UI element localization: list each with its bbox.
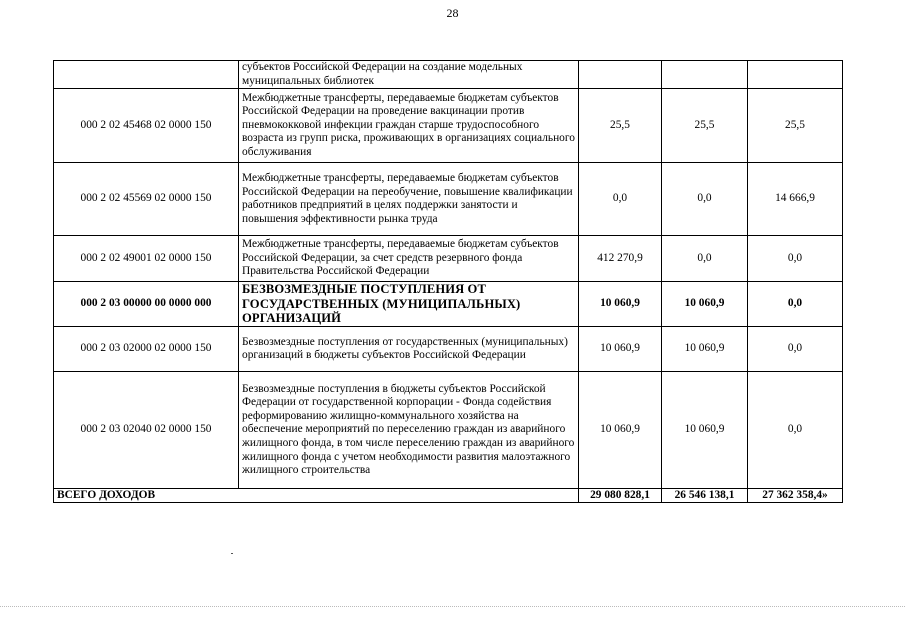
row-value-2 — [662, 61, 748, 89]
row-code: 000 2 02 45569 02 0000 150 — [54, 163, 239, 236]
table-row — [54, 236, 843, 282]
row-value-3: 14 666,9 — [748, 163, 843, 236]
row-description: Безвозмездные поступления от государственных (муниципальных) организаций в бюджеты субъектов Российской Федерации — [239, 327, 579, 372]
row-value-2: 25,5 — [662, 89, 748, 163]
row-value-2: 0,0 — [662, 163, 748, 236]
total-row — [54, 489, 843, 503]
row-description: Межбюджетные трансферты, передаваемые бюджетам субъектов Российской Федерации на проведение вакцинации против пневмококковой инфекции граждан старше трудоспособного возраста из групп риска, проживающих в организациях социального обслуживания — [239, 89, 579, 163]
total-label: ВСЕГО ДОХОДОВ — [54, 489, 579, 503]
row-description: Межбюджетные трансферты, передаваемые бюджетам субъектов Российской Федерации на переобучение, повышение квалификации работников предприятий в целях поддержки занятости и повышения эффективности рынка труда — [239, 163, 579, 236]
row-value-1: 412 270,9 — [579, 236, 662, 282]
row-value-3: 0,0 — [748, 236, 843, 282]
total-value-3: 27 362 358,4» — [748, 489, 843, 503]
revenue-table — [53, 60, 843, 503]
row-code: 000 2 03 00000 00 0000 000 — [54, 282, 239, 327]
table-row — [54, 61, 843, 89]
table-row — [54, 282, 843, 327]
table-row — [54, 163, 843, 236]
row-value-3: 0,0 — [748, 282, 843, 327]
row-value-2: 10 060,9 — [662, 327, 748, 372]
row-value-1: 10 060,9 — [579, 372, 662, 489]
row-value-1: 10 060,9 — [579, 327, 662, 372]
total-value-2: 26 546 138,1 — [662, 489, 748, 503]
row-value-1: 25,5 — [579, 89, 662, 163]
scan-speck — [231, 553, 233, 554]
row-value-3: 0,0 — [748, 327, 843, 372]
row-description: БЕЗВОЗМЕЗДНЫЕ ПОСТУПЛЕНИЯ ОТ ГОСУДАРСТВЕННЫХ (МУНИЦИПАЛЬНЫХ) ОРГАНИЗАЦИЙ — [239, 282, 579, 327]
row-value-3: 0,0 — [748, 372, 843, 489]
table-row — [54, 327, 843, 372]
row-code: 000 2 03 02000 02 0000 150 — [54, 327, 239, 372]
row-description: Межбюджетные трансферты, передаваемые бюджетам субъектов Российской Федерации, за счет средств резервного фонда Правительства Российской Федерации — [239, 236, 579, 282]
row-code: 000 2 02 49001 02 0000 150 — [54, 236, 239, 282]
row-description: Безвозмездные поступления в бюджеты субъектов Российской Федерации от государственной корпорации - Фонда содействия реформированию жилищно-коммунального хозяйства на обеспечение мероприятий по переселению граждан из аварийного жилищного фонда, в том числе переселению граждан из аварийного жилищного фонда с учетом необходимости развития малоэтажного жилищного строительства — [239, 372, 579, 489]
row-value-1: 0,0 — [579, 163, 662, 236]
row-code — [54, 61, 239, 89]
row-value-2: 0,0 — [662, 236, 748, 282]
row-value-3: 25,5 — [748, 89, 843, 163]
table-row — [54, 89, 843, 163]
page-number: 28 — [446, 6, 459, 20]
row-value-2: 10 060,9 — [662, 282, 748, 327]
row-value-1: 10 060,9 — [579, 282, 662, 327]
row-value-3 — [748, 61, 843, 89]
table-row — [54, 372, 843, 489]
total-value-1: 29 080 828,1 — [579, 489, 662, 503]
row-description: субъектов Российской Федерации на создание модельных муниципальных библиотек — [239, 61, 579, 89]
row-value-2: 10 060,9 — [662, 372, 748, 489]
row-code: 000 2 03 02040 02 0000 150 — [54, 372, 239, 489]
row-code: 000 2 02 45468 02 0000 150 — [54, 89, 239, 163]
scan-artifact-line — [0, 606, 905, 608]
row-value-1 — [579, 61, 662, 89]
